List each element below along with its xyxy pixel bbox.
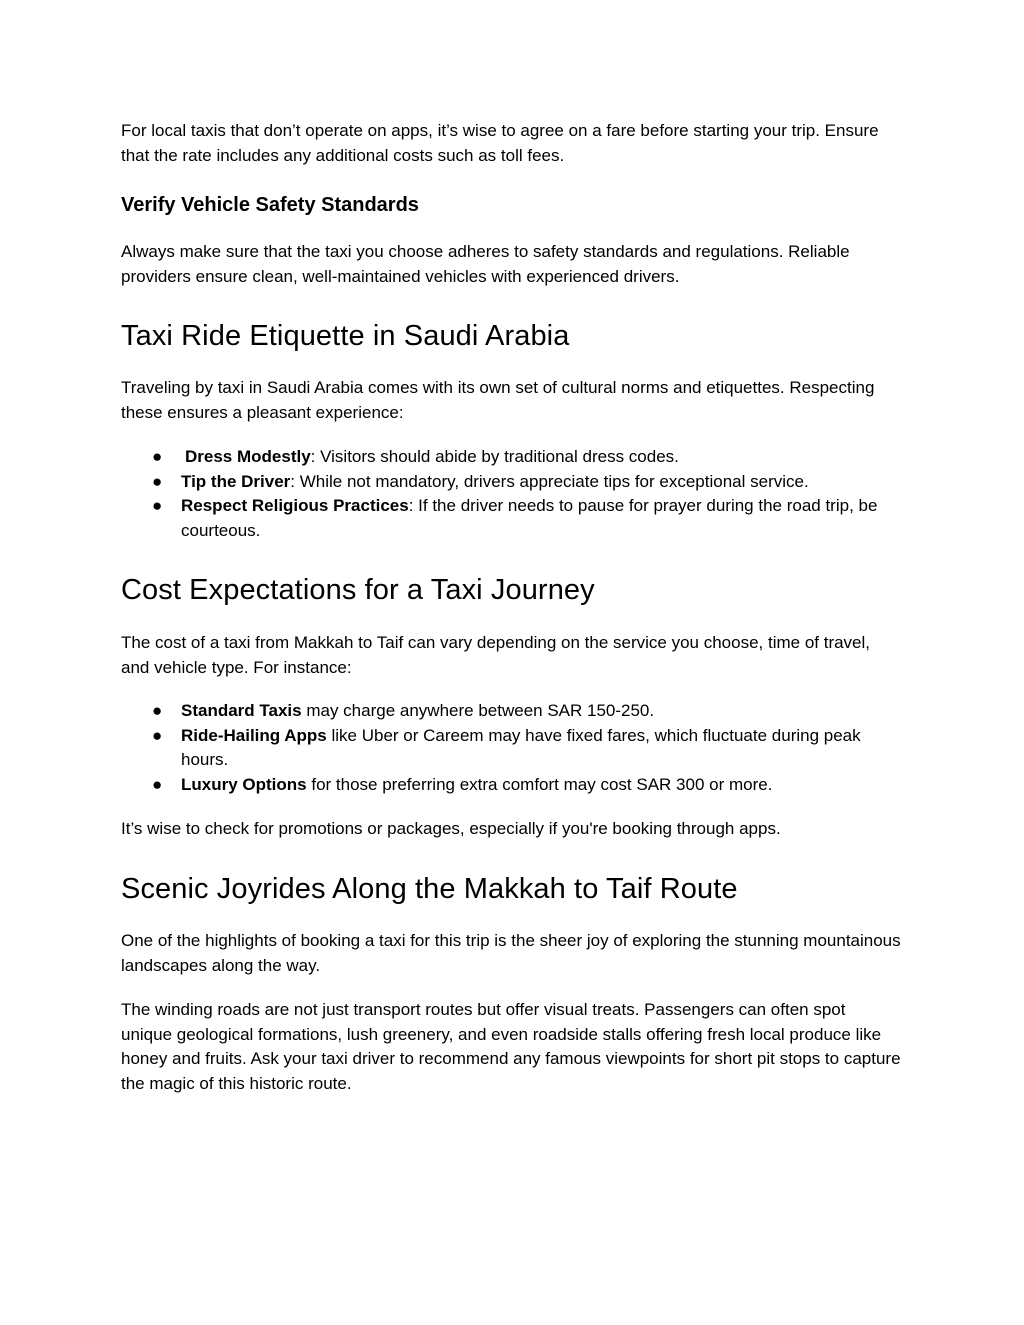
list-item [121, 470, 901, 495]
list-item-text: like Uber or Careem may have fixed fares, which fluctuate during peak hours. [181, 725, 861, 769]
list-item-text: : If the driver needs to pause for prayer during the road trip, be courteous. [181, 496, 878, 540]
list-item-term: Dress Modestly [185, 447, 311, 466]
fare-paragraph: For local taxis that don’t operate on apps, it’s wise to agree on a fare before starting your trip. Ensure that the rate includes any additional costs such as toll fees. [121, 121, 879, 165]
scenic-heading: Scenic Joyrides Along the Makkah to Taif Route [121, 873, 738, 905]
bullet-icon: ● [152, 496, 163, 515]
list-item [121, 445, 901, 470]
list-item-text: : While not mandatory, drivers appreciate tips for exceptional service. [290, 471, 809, 491]
safety-paragraph: Always make sure that the taxi you choose adheres to safety standards and regulations. Reliable providers ensure clean, well-maintained vehicles with experienced drivers. [121, 242, 850, 286]
bullet-icon: ● [152, 774, 163, 794]
list-item-term: Tip the Driver [181, 471, 291, 491]
list-item [121, 494, 901, 543]
scenic-paragraph-2: The winding roads are not just transport routes but offer visual treats. Passengers can often spot unique geological formations, lush greenery, and even roadside stalls offering fresh local produce like honey and fruits. Ask your taxi driver to recommend any famous viewpoints for short pit stops to capture the magic of this historic route. [121, 1000, 901, 1093]
list-item [121, 773, 901, 798]
list-item-term: Standard Taxis [181, 701, 302, 720]
bullet-icon: ● [152, 471, 163, 491]
bullet-icon: ● [152, 725, 163, 745]
list-item-text: may charge anywhere between SAR 150-250. [301, 701, 655, 720]
cost-paragraph: The cost of a taxi from Makkah to Taif can vary depending on the service you choose, time of travel, and vehicle type. For instance: [121, 633, 871, 677]
cost-heading: Cost Expectations for a Taxi Journey [121, 574, 595, 606]
bullet-icon: ● [152, 701, 163, 720]
cost-list [121, 699, 901, 797]
list-item [121, 724, 901, 773]
etiquette-list [121, 445, 901, 543]
bullet-icon: ● [152, 447, 163, 466]
scenic-paragraph-1: One of the highlights of booking a taxi for this trip is the sheer joy of exploring the stunning mountainous landscapes along the way. [121, 931, 901, 975]
etiquette-paragraph: Traveling by taxi in Saudi Arabia comes with its own set of cultural norms and etiquettes. Respecting these ensures a pleasant experience: [121, 378, 875, 422]
safety-heading: Verify Vehicle Safety Standards [121, 194, 419, 216]
etiquette-heading: Taxi Ride Etiquette in Saudi Arabia [121, 320, 570, 352]
list-item-term: Luxury Options [181, 774, 307, 794]
list-item-text: for those preferring extra comfort may cost SAR 300 or more. [306, 774, 773, 794]
list-item-text: : Visitors should abide by traditional dress codes. [310, 447, 679, 466]
list-item-term: Respect Religious Practices [181, 496, 409, 515]
list-item-term: Ride-Hailing Apps [181, 725, 327, 745]
cost-closing: It’s wise to check for promotions or packages, especially if you're booking through apps. [121, 819, 781, 838]
list-item [121, 699, 901, 724]
